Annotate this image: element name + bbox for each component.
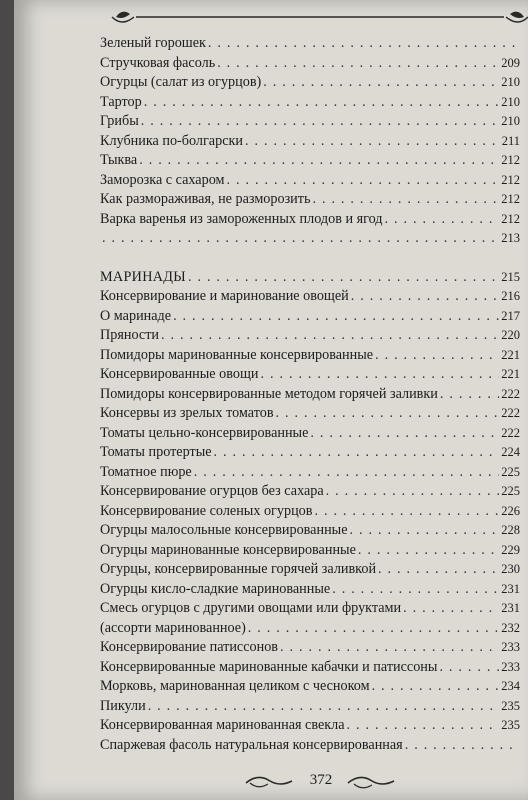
toc-entry bbox=[100, 658, 520, 678]
toc-entry bbox=[100, 424, 520, 444]
leader-dots bbox=[141, 112, 500, 132]
entry-page: 225 bbox=[501, 464, 520, 479]
entry-title: Огурцы кисло-сладкие маринованные bbox=[100, 580, 331, 597]
entry-page: 224 bbox=[501, 445, 520, 459]
toc-entry bbox=[100, 54, 520, 74]
toc-block-frozen bbox=[100, 34, 520, 249]
leader-dots bbox=[403, 599, 499, 619]
toc-entry bbox=[100, 697, 520, 717]
toc-entry bbox=[100, 112, 520, 132]
leader-dots bbox=[245, 132, 500, 152]
leader-dots bbox=[405, 736, 518, 756]
leader-dots bbox=[217, 54, 499, 74]
entry-title: Спаржевая фасоль натуральная консервированная bbox=[100, 736, 403, 753]
entry-page: 235 bbox=[501, 718, 520, 732]
entry-title: Варка варенья из замороженных плодов и ягод bbox=[100, 210, 383, 227]
entry-title: Пряности bbox=[100, 327, 159, 343]
toc-entry bbox=[100, 326, 520, 346]
entry-title: Тартор bbox=[100, 93, 142, 110]
entry-page: 216 bbox=[501, 289, 520, 303]
entry-page: 222 bbox=[501, 386, 520, 401]
entry-title: Томаты протертые bbox=[100, 444, 212, 460]
leader-dots bbox=[276, 404, 500, 424]
leader-dots bbox=[102, 229, 499, 249]
leader-dots bbox=[214, 443, 500, 463]
entry-title: Помидоры консервированные методом горячей заливки bbox=[100, 385, 438, 402]
entry-title: Консервы из зрелых томатов bbox=[100, 405, 274, 421]
entry-page: 211 bbox=[501, 133, 520, 148]
toc-entry bbox=[100, 132, 520, 152]
toc-entry bbox=[100, 171, 520, 191]
entry-title: Томатное пюре bbox=[100, 463, 192, 480]
toc-entry bbox=[100, 443, 520, 463]
entry-title: Консервированная маринованная свекла bbox=[100, 717, 345, 733]
leader-dots bbox=[208, 34, 518, 54]
toc-entry bbox=[100, 638, 520, 658]
entry-page: 222 bbox=[501, 406, 520, 420]
entry-title: Огурцы маринованные консервированные bbox=[100, 541, 356, 558]
leader-dots bbox=[148, 697, 500, 717]
leader-dots bbox=[173, 307, 499, 327]
entry-title: Огурцы (салат из огурцов) bbox=[100, 74, 262, 90]
entry-title: Помидоры маринованные консервированные bbox=[100, 346, 374, 363]
page-number: 372 bbox=[309, 772, 333, 788]
entry-page: 232 bbox=[501, 620, 520, 635]
entry-title: Консервирование огурцов без сахара bbox=[100, 483, 324, 499]
toc-block-marinades bbox=[100, 287, 520, 755]
leader-dots bbox=[375, 346, 499, 366]
book-page bbox=[14, 0, 528, 800]
entry-page: 233 bbox=[501, 640, 520, 654]
toc-entry bbox=[100, 151, 520, 171]
toc-entry bbox=[100, 521, 520, 541]
leader-dots bbox=[312, 190, 499, 210]
entry-page: 221 bbox=[501, 367, 520, 381]
leader-dots bbox=[194, 463, 500, 483]
toc-entry bbox=[100, 716, 520, 736]
leader-dots bbox=[314, 502, 499, 522]
toc-entry bbox=[100, 677, 520, 697]
leader-dots bbox=[139, 151, 499, 171]
leader-dots bbox=[350, 521, 500, 541]
leader-dots bbox=[161, 326, 499, 346]
toc-entry bbox=[100, 385, 520, 405]
leader-dots bbox=[263, 73, 499, 93]
toc-entry bbox=[100, 404, 520, 424]
entry-title: Как размораживая, не разморозить bbox=[100, 191, 311, 207]
leader-dots bbox=[440, 385, 499, 405]
entry-page: 228 bbox=[501, 523, 520, 537]
entry-page: 234 bbox=[501, 679, 520, 693]
toc-entry bbox=[100, 560, 520, 580]
leader-dots bbox=[227, 171, 500, 191]
toc-entry bbox=[100, 190, 520, 210]
entry-page: 231 bbox=[501, 601, 520, 615]
page-footer bbox=[242, 770, 402, 794]
entry-title: Консервирование соленых огурцов bbox=[100, 502, 313, 519]
toc-entry bbox=[100, 482, 520, 502]
leader-dots bbox=[439, 658, 499, 678]
leader-dots bbox=[326, 482, 500, 502]
entry-title: Смесь огурцов с другими овощами или фруктами bbox=[100, 600, 402, 616]
entry-page: 209 bbox=[501, 55, 520, 70]
entry-page: 212 bbox=[501, 153, 520, 167]
toc-entry bbox=[100, 599, 520, 619]
entry-page: 210 bbox=[501, 75, 520, 89]
entry-title: Заморозка с сахаром bbox=[100, 171, 225, 188]
entry-title: Огурцы малосольные консервированные bbox=[100, 522, 348, 538]
leader-dots bbox=[310, 424, 499, 444]
section-title: МАРИНАДЫ bbox=[100, 268, 186, 285]
entry-title: Клубника по-болгарски bbox=[100, 132, 243, 149]
entry-title: Стручковая фасоль bbox=[100, 54, 216, 71]
entry-page: 212 bbox=[501, 211, 520, 226]
toc-entry bbox=[100, 541, 520, 561]
leader-dots bbox=[351, 287, 499, 307]
section-heading bbox=[100, 268, 520, 288]
top-ornament-icon bbox=[110, 6, 528, 28]
entry-title: Консервированные маринованные кабачки и патиссоны bbox=[100, 658, 438, 675]
leader-dots bbox=[188, 268, 499, 288]
entry-page: 222 bbox=[501, 425, 520, 440]
toc-entry bbox=[100, 580, 520, 600]
entry-title: Тыква bbox=[100, 152, 138, 168]
toc-entry bbox=[100, 307, 520, 327]
entry-title: Пикули bbox=[100, 697, 146, 714]
entry-title: Огурцы, консервированные горячей заливкой bbox=[100, 561, 377, 577]
entry-title: Томаты цельно-консервированные bbox=[100, 424, 309, 441]
entry-title: О маринаде bbox=[100, 307, 172, 324]
table-of-contents bbox=[100, 34, 520, 755]
toc-entry bbox=[100, 229, 520, 249]
entry-page: 230 bbox=[501, 562, 520, 576]
toc-entry bbox=[100, 619, 520, 639]
leader-dots bbox=[378, 560, 499, 580]
entry-page: 233 bbox=[501, 659, 520, 674]
leader-dots bbox=[260, 365, 499, 385]
toc-entry bbox=[100, 210, 520, 230]
leader-dots bbox=[347, 716, 500, 736]
leader-dots bbox=[248, 619, 499, 639]
leader-dots bbox=[358, 541, 499, 561]
leader-dots bbox=[384, 210, 499, 230]
toc-entry bbox=[100, 502, 520, 522]
entry-title: (ассорти маринованное) bbox=[100, 619, 246, 636]
toc-entry bbox=[100, 73, 520, 93]
entry-title: Консервированные овощи bbox=[100, 366, 259, 382]
entry-page: 225 bbox=[501, 484, 520, 498]
entry-page: 226 bbox=[501, 503, 520, 518]
entry-title: Консервирование и маринование овощей bbox=[100, 288, 349, 304]
section-page: 215 bbox=[501, 269, 520, 284]
toc-entry bbox=[100, 346, 520, 366]
toc-entry bbox=[100, 736, 520, 756]
entry-page: 217 bbox=[501, 308, 520, 323]
leader-dots bbox=[144, 93, 500, 113]
entry-page: 210 bbox=[501, 114, 520, 128]
entry-title: Консервирование патиссонов bbox=[100, 639, 279, 655]
entry-page: 231 bbox=[501, 581, 520, 596]
toc-entry bbox=[100, 93, 520, 113]
entry-page: 210 bbox=[501, 94, 520, 109]
entry-page: 229 bbox=[501, 542, 520, 557]
entry-page: 212 bbox=[501, 172, 520, 187]
entry-page: 212 bbox=[501, 192, 520, 206]
entry-page: 220 bbox=[501, 328, 520, 342]
toc-entry bbox=[100, 34, 520, 54]
entry-title: Зеленый горошек bbox=[100, 35, 206, 51]
entry-title: Морковь, маринованная целиком с чесноком bbox=[100, 678, 370, 694]
leader-dots bbox=[280, 638, 499, 658]
entry-title: Грибы bbox=[100, 113, 139, 129]
leader-dots bbox=[332, 580, 499, 600]
toc-entry bbox=[100, 287, 520, 307]
leader-dots bbox=[372, 677, 500, 697]
toc-entry bbox=[100, 463, 520, 483]
entry-page: 221 bbox=[501, 347, 520, 362]
toc-entry bbox=[100, 365, 520, 385]
entry-page: 213 bbox=[501, 231, 520, 245]
entry-page: 235 bbox=[501, 698, 520, 713]
